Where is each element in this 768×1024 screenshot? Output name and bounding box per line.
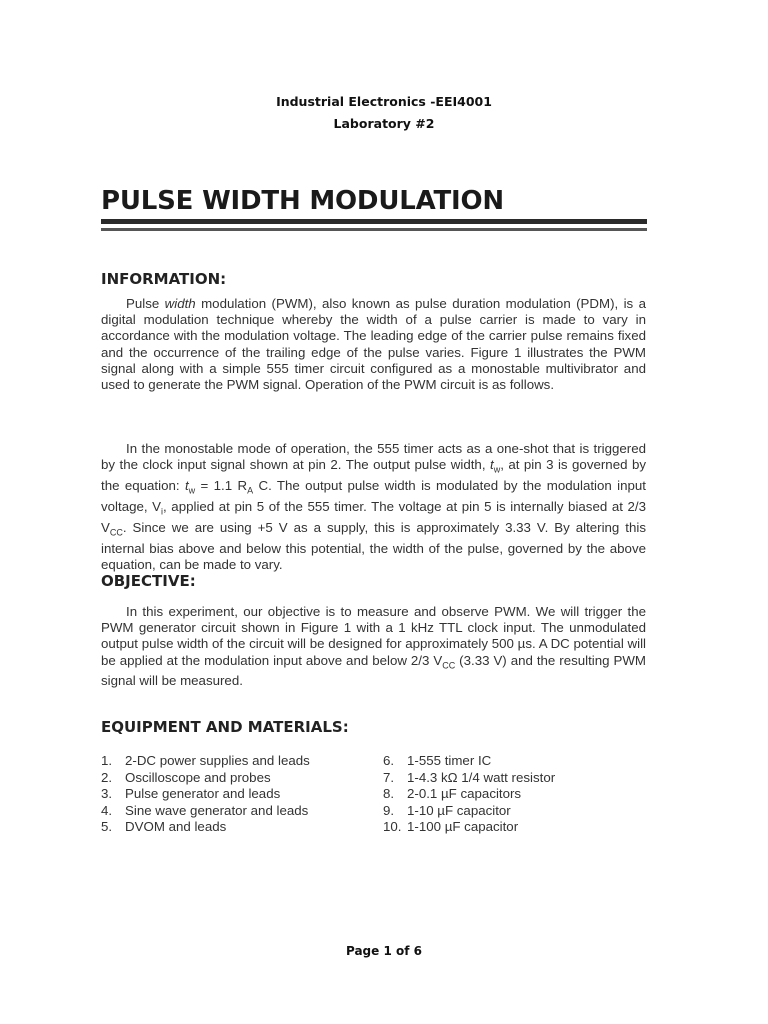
list-item bbox=[383, 786, 555, 803]
text-run: (3.33 V) and the resulting PWM signal will be measured. bbox=[101, 652, 646, 689]
text-run: Page bbox=[345, 944, 384, 958]
list-item bbox=[101, 770, 310, 787]
list-item bbox=[101, 803, 310, 820]
item-number: 5. bbox=[101, 819, 113, 834]
list-item bbox=[383, 753, 555, 770]
equipment-list-right bbox=[383, 753, 555, 836]
text-run: In this experiment, our objective is to measure and observe PWM. We will trigger the PWM generator circuit shown in Figure 1 with a 1 kHz TTL clock input. The unmodulated output pulse width of the circuit will be designed for approximately 500 µs. A DC potential will be applied at the modulation input above and below 2/3 V bbox=[101, 604, 646, 668]
total-pages: 6 bbox=[413, 944, 423, 958]
objective-paragraph bbox=[101, 604, 646, 690]
text-run: , at pin 3 is governed by the equation: bbox=[101, 457, 646, 494]
subscript: i bbox=[161, 506, 164, 517]
information-heading: INFORMATION: bbox=[101, 270, 227, 288]
title-underline-thin bbox=[101, 228, 647, 231]
page-number bbox=[0, 944, 768, 958]
item-number: 2. bbox=[101, 769, 113, 785]
item-number: 9. bbox=[383, 802, 395, 818]
subscript: w bbox=[493, 464, 501, 475]
text-run: In the monostable mode of operation, the 555 timer acts as a one-shot that is triggered by the clock input signal shown at pin 2. The output pulse width, bbox=[101, 441, 646, 473]
information-paragraph-2 bbox=[101, 441, 646, 573]
document-title: PULSE WIDTH MODULATION bbox=[101, 186, 504, 216]
subscript: A bbox=[247, 485, 254, 496]
text-run: of bbox=[391, 944, 414, 958]
item-text: 2-DC power supplies and leads bbox=[125, 753, 310, 768]
item-text: 2-0.1 µF capacitors bbox=[407, 786, 522, 801]
information-paragraph-1 bbox=[101, 296, 646, 393]
item-text: 1-100 µF capacitor bbox=[407, 819, 519, 834]
item-text: DVOM and leads bbox=[125, 819, 227, 834]
item-text: 1-4.3 kΩ 1/4 watt resistor bbox=[407, 769, 556, 785]
item-number: 10. bbox=[383, 819, 402, 834]
information-paragraph-1-text: Pulse width modulation (PWM), also known as pulse duration modulation (PDM), is a digital modulation technique whereby the width of a pulse carrier is made to vary in accordance with the modulation voltage. The leading edge of the carrier pulse remains fixed and the occurrence of the trailing edge of the pulse varies. Figure 1 illustrates the PWM signal along with a simple 555 timer circuit configured as a monostable multivibrator and used to generate the PWM signal. Operation of the PWM circuit is as follows. bbox=[101, 296, 646, 393]
item-text: 1-555 timer IC bbox=[407, 753, 492, 768]
item-text: Oscilloscope and probes bbox=[125, 769, 271, 785]
item-number: 3. bbox=[101, 786, 113, 801]
text-run: = 1.1 R bbox=[195, 478, 248, 494]
item-number: 7. bbox=[383, 769, 395, 785]
lab-number: Laboratory #2 bbox=[333, 116, 435, 131]
item-number: 4. bbox=[101, 802, 113, 818]
text-run: C. The output pulse width is modulated by the modulation input voltage, V bbox=[101, 478, 647, 514]
equipment-heading: EQUIPMENT AND MATERIALS: bbox=[101, 718, 349, 736]
course-title: Industrial Electronics -EEI4001 bbox=[276, 94, 492, 109]
item-number: 8. bbox=[383, 786, 395, 801]
subscript: CC bbox=[442, 660, 456, 671]
text-run: . Since we are using +5 V as a supply, this is approximately 3.33 V. By altering this internal bias above and below this potential, the width of the pulse, governed by the above equation, can be made to vary. bbox=[101, 519, 646, 572]
subscript: CC bbox=[109, 527, 123, 538]
objective-heading: OBJECTIVE: bbox=[101, 572, 196, 590]
list-item bbox=[383, 803, 555, 820]
item-number: 6. bbox=[383, 753, 395, 768]
list-item bbox=[101, 753, 310, 770]
item-text: Pulse generator and leads bbox=[125, 786, 281, 801]
tw-symbol: t bbox=[489, 457, 494, 473]
item-text: Sine wave generator and leads bbox=[125, 802, 309, 818]
text-run: , applied at pin 5 of the 555 timer. The voltage at pin 5 is internally biased at 2/3 V bbox=[101, 498, 646, 535]
tw-symbol: t bbox=[184, 478, 189, 494]
item-number: 1. bbox=[101, 753, 113, 768]
current-page: 1 bbox=[383, 944, 392, 958]
subscript: w bbox=[188, 485, 196, 496]
list-item bbox=[101, 819, 310, 836]
title-underline-thick bbox=[101, 219, 647, 224]
equipment-list-left bbox=[101, 753, 310, 836]
list-item bbox=[101, 786, 310, 803]
item-text: 1-10 µF capacitor bbox=[407, 802, 511, 818]
list-item bbox=[383, 770, 555, 787]
emphasis-width: width bbox=[164, 296, 196, 311]
list-item bbox=[383, 819, 555, 836]
